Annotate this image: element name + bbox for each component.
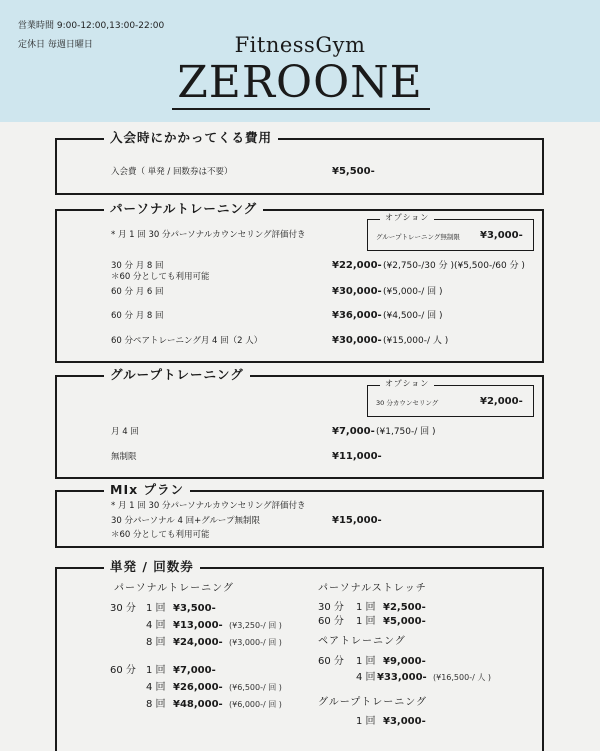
group-row-price: ¥11,000- bbox=[332, 451, 382, 462]
single-duration: 60 分 bbox=[110, 665, 136, 676]
single-duration: 30 分 bbox=[318, 602, 344, 613]
group-option-price: ¥2,000- bbox=[480, 396, 523, 407]
single-price: ¥26,000- bbox=[173, 682, 223, 693]
personal-row-note: (¥4,500-/ 回 ) bbox=[383, 311, 443, 321]
single-price: ¥7,000- bbox=[173, 665, 216, 676]
single-count: 4 回 bbox=[356, 672, 376, 683]
single-price: ¥2,500- bbox=[383, 602, 426, 613]
brand-underline bbox=[172, 108, 430, 110]
personal-row-price: ¥30,000- bbox=[332, 286, 382, 297]
group-row-label: 無制限 bbox=[111, 452, 137, 462]
single-group-title: グループトレーニング bbox=[318, 697, 427, 708]
personal-note: * 月 1 回 30 分パーソナルカウンセリング評価付き bbox=[111, 230, 306, 240]
mix-title: MIx プラン bbox=[104, 482, 190, 498]
brand-title: ZEROONE bbox=[177, 57, 423, 108]
single-note: (¥6,000-/ 回 ) bbox=[229, 700, 282, 709]
mix-note: ＊60 分としても利用可能 bbox=[111, 530, 210, 540]
mix-plan-label: 30 分パーソナル 4 回+グループ無制限 bbox=[111, 516, 261, 526]
personal-row-price: ¥36,000- bbox=[332, 310, 382, 321]
mix-note: * 月 1 回 30 分パーソナルカウンセリング評価付き bbox=[111, 501, 306, 511]
single-price: ¥3,500- bbox=[173, 603, 216, 614]
personal-row-price: ¥30,000- bbox=[332, 335, 382, 346]
group-option-item: 30 分カウンセリング bbox=[376, 399, 439, 407]
admission-price: ¥5,500- bbox=[332, 166, 375, 177]
header-banner bbox=[0, 0, 600, 122]
personal-row-note: (¥5,000-/ 回 ) bbox=[383, 287, 443, 297]
personal-row-note: (¥15,000-/ 人 ) bbox=[383, 336, 449, 346]
single-count: 1 回 bbox=[356, 716, 376, 727]
personal-row-label: 30 分 月 8 回 bbox=[111, 261, 164, 271]
admission-title: 入会時にかかってくる費用 bbox=[104, 130, 278, 146]
single-price: ¥5,000- bbox=[383, 616, 426, 627]
group-row-label: 月 4 回 bbox=[111, 427, 139, 437]
mix-price: ¥15,000- bbox=[332, 515, 382, 526]
single-count: 8 回 bbox=[146, 637, 166, 648]
single-count: 4 回 bbox=[146, 682, 166, 693]
personal-option-label: オプション bbox=[380, 213, 434, 223]
personal-option-item: グループトレーニング無制限 bbox=[376, 233, 460, 241]
closed-days: 定休日 毎週日曜日 bbox=[18, 40, 93, 50]
single-note: (¥3,250-/ 回 ) bbox=[229, 621, 282, 630]
single-price: ¥13,000- bbox=[173, 620, 223, 631]
single-note: (¥16,500-/ 人 ) bbox=[433, 673, 491, 682]
group-row-note: (¥1,750-/ 回 ) bbox=[376, 427, 436, 437]
group-option-label: オプション bbox=[380, 379, 434, 389]
single-count: 8 回 bbox=[146, 699, 166, 710]
single-pair-title: ペアトレーニング bbox=[318, 636, 406, 647]
single-count: 4 回 bbox=[146, 620, 166, 631]
single-note: (¥3,000-/ 回 ) bbox=[229, 638, 282, 647]
single-count: 1 回 bbox=[356, 656, 376, 667]
single-price: ¥24,000- bbox=[173, 637, 223, 648]
group-title: グループトレーニング bbox=[104, 367, 250, 383]
group-row-price: ¥7,000- bbox=[332, 426, 375, 437]
personal-row-label: 60 分 月 6 回 bbox=[111, 287, 164, 297]
single-count: 1 回 bbox=[146, 665, 166, 676]
single-duration: 30 分 bbox=[110, 603, 136, 614]
single-personal-title: パーソナルトレーニング bbox=[114, 583, 234, 594]
single-price: ¥9,000- bbox=[383, 656, 426, 667]
single-duration: 60 分 bbox=[318, 616, 344, 627]
single-duration: 60 分 bbox=[318, 656, 344, 667]
single-count: 1 回 bbox=[356, 602, 376, 613]
single-title: 単発 / 回数券 bbox=[104, 559, 200, 575]
single-stretch-title: パーソナルストレッチ bbox=[318, 583, 427, 594]
single-price: ¥33,000- bbox=[377, 672, 427, 683]
personal-option-price: ¥3,000- bbox=[480, 230, 523, 241]
single-count: 1 回 bbox=[356, 616, 376, 627]
single-price: ¥3,000- bbox=[383, 716, 426, 727]
brand-subtitle: FitnessGym bbox=[234, 33, 366, 57]
personal-row-label: 60 分 月 8 回 bbox=[111, 311, 164, 321]
admission-label: 入会費（ 単発 / 回数券は不要） bbox=[111, 167, 233, 177]
single-count: 1 回 bbox=[146, 603, 166, 614]
personal-title: パーソナルトレーニング bbox=[104, 201, 263, 217]
single-price: ¥48,000- bbox=[173, 699, 223, 710]
personal-row-price: ¥22,000- bbox=[332, 260, 382, 271]
personal-row-label: 60 分ペアトレーニング月 4 回（2 人） bbox=[111, 336, 263, 346]
single-note: (¥6,500-/ 回 ) bbox=[229, 683, 282, 692]
opening-hours: 営業時間 9:00-12:00,13:00-22:00 bbox=[18, 21, 165, 31]
personal-row-note: (¥2,750-/30 分 )(¥5,500-/60 分 ) bbox=[383, 261, 525, 271]
personal-row-label: ＊60 分としても利用可能 bbox=[111, 272, 210, 282]
